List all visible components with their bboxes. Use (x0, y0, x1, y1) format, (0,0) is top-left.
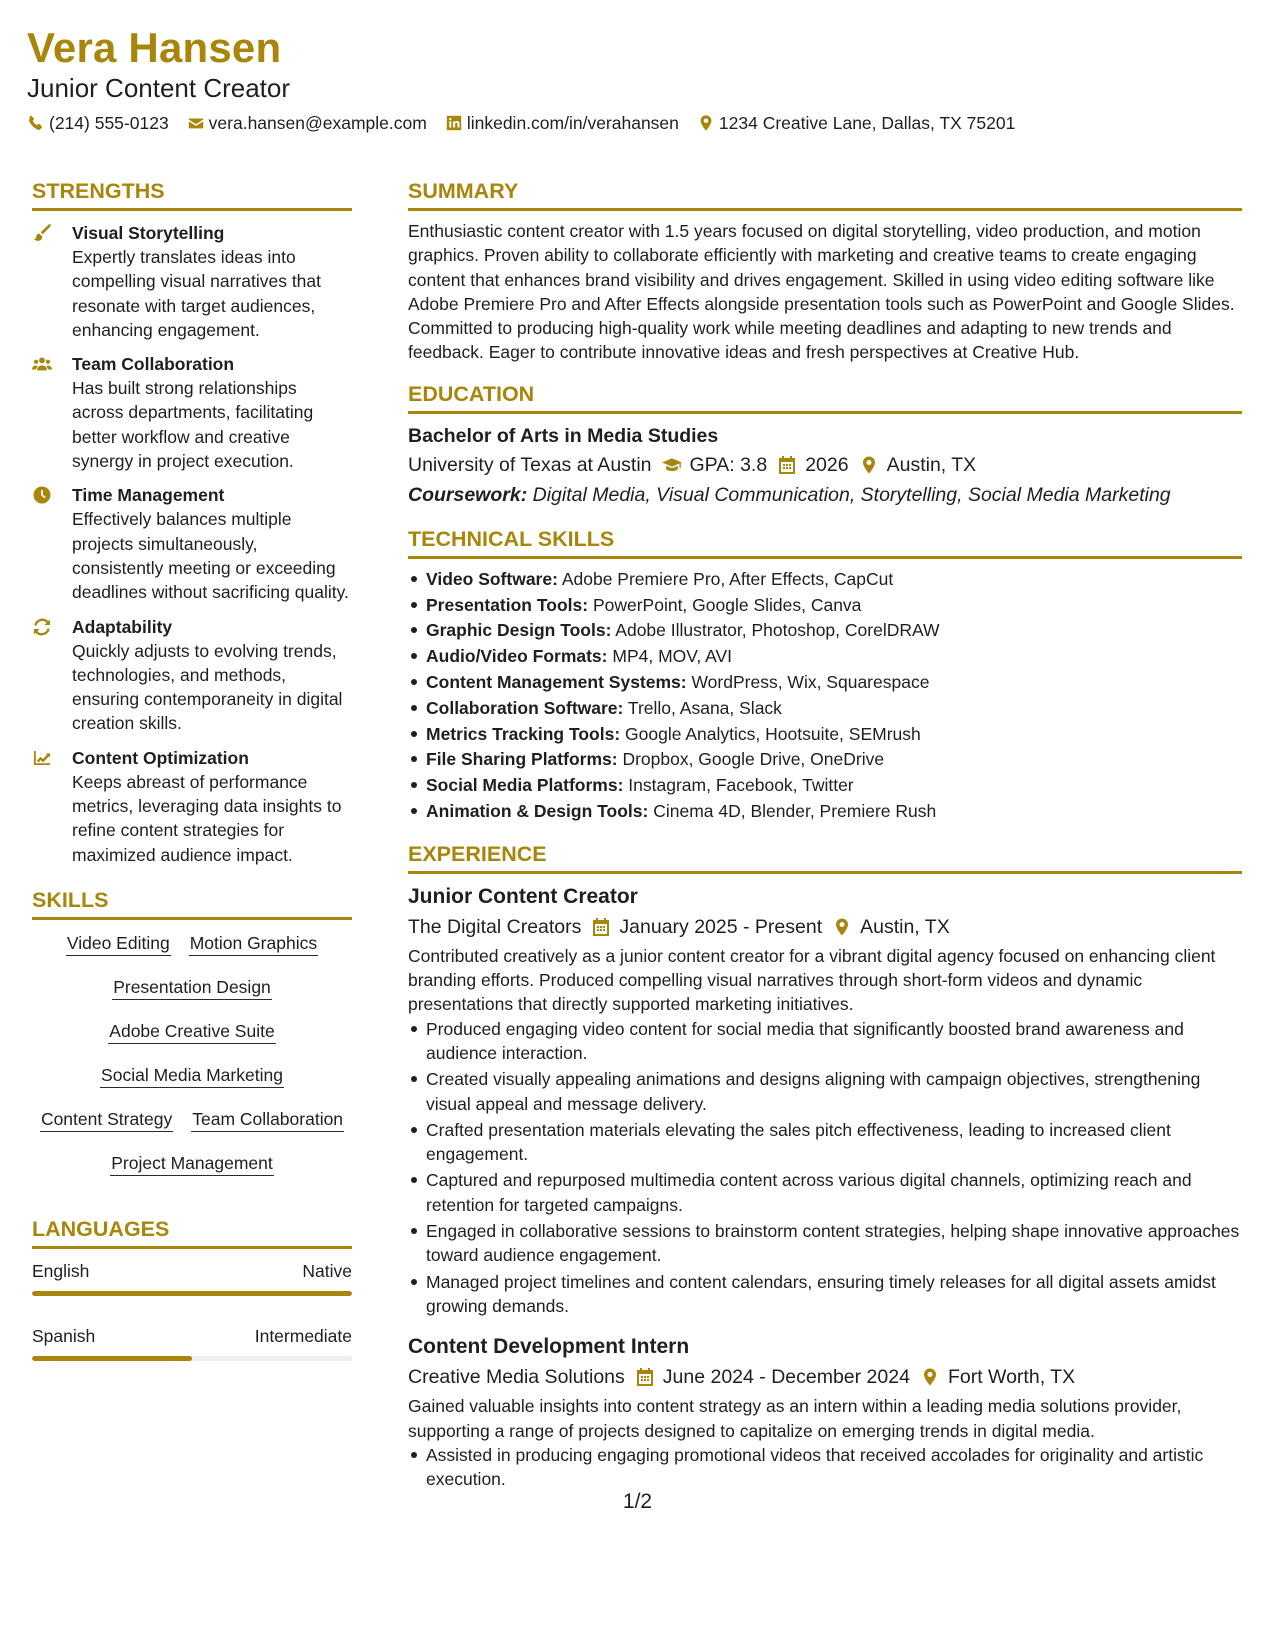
skill-tag: Motion Graphics (189, 932, 318, 956)
phone-icon (27, 114, 45, 132)
language-name: English (32, 1260, 90, 1281)
right-column (408, 176, 1242, 1493)
school-name: University of Texas at Austin (408, 453, 652, 476)
tech-skill-value: PowerPoint, Google Slides, Canva (592, 594, 862, 615)
tech-skill-label: Content Management Systems: (426, 671, 687, 692)
tech-skill-item (426, 593, 1242, 619)
language-item (32, 1324, 352, 1361)
job-bullets (408, 1017, 1242, 1319)
strength-title: Team Collaboration (72, 354, 235, 375)
job-bullet: Managed project timelines and content calendars, ensuring timely releases for all digital assets amidst growing demands. (426, 1270, 1242, 1319)
calendar-icon (591, 917, 611, 937)
company-name: Creative Media Solutions (408, 1366, 625, 1389)
strength-desc: Keeps abreast of performance metrics, leveraging data insights to refine content strategies for maximized audience impact. (72, 771, 342, 865)
chart-line-icon (32, 748, 52, 768)
section-title-technical-skills: TECHNICAL SKILLS (408, 524, 1242, 559)
job-bullet: Crafted presentation materials elevating the sales pitch effectiveness, leading to increased client engagement. (426, 1118, 1242, 1167)
job-entry (408, 882, 1242, 1318)
language-proficiency-fill (32, 1356, 192, 1361)
contact-email[interactable] (187, 110, 427, 136)
section-title-skills: SKILLS (32, 885, 352, 920)
skill-tag: Adobe Creative Suite (108, 1020, 275, 1044)
job-dates: January 2025 - Present (619, 915, 823, 938)
users-icon (32, 354, 52, 374)
phone-text: (214) 555-0123 (49, 113, 169, 133)
contact-info (27, 110, 1245, 136)
candidate-title: Junior Content Creator (27, 73, 291, 103)
skill-tag: Project Management (110, 1152, 273, 1176)
map-pin-icon (859, 455, 879, 475)
page-number: 1/2 (622, 1490, 653, 1513)
gpa-text: GPA: 3.8 (689, 453, 768, 476)
summary-section (408, 176, 1242, 365)
tech-skill-label: Graphic Design Tools: (426, 620, 612, 641)
strength-item (32, 352, 352, 473)
language-proficiency-bar (32, 1356, 352, 1361)
candidate-name: Vera Hansen (27, 24, 282, 71)
strengths-section (32, 176, 352, 867)
job-title: Junior Content Creator (408, 884, 638, 908)
degree-title: Bachelor of Arts in Media Studies (408, 424, 719, 447)
coursework (408, 480, 1242, 510)
contact-address (697, 110, 1015, 136)
job-bullets (408, 1443, 1242, 1492)
section-title-languages: LANGUAGES (32, 1214, 352, 1249)
contact-phone[interactable] (27, 110, 169, 136)
technical-skills-list (408, 567, 1242, 825)
job-location: Austin, TX (860, 915, 950, 938)
tech-skill-value: Google Analytics, Hootsuite, SEMrush (625, 723, 921, 744)
language-proficiency-fill (32, 1291, 352, 1296)
job-bullet: Captured and repurposed multimedia content across various digital channels, optimizing reach and retention for targeted campaigns. (426, 1168, 1242, 1217)
tech-skill-item (426, 670, 1242, 696)
strength-desc: Expertly translates ideas into compelling visual narratives that resonate with target audiences, enhancing engagement. (72, 247, 322, 340)
map-pin-icon (920, 1367, 940, 1387)
job-description: Contributed creatively as a junior content creator for a vibrant digital agency focused on enhancing client branding efforts. Produced compelling visual narratives through short-form videos and dynamic presentations that directly supported marketing initiatives. (408, 945, 1216, 1015)
tech-skill-value: Dropbox, Google Drive, OneDrive (622, 749, 885, 770)
language-proficiency-bar (32, 1291, 352, 1296)
skill-tag: Social Media Marketing (100, 1064, 284, 1088)
envelope-icon (187, 114, 205, 132)
job-bullet: Engaged in collaborative sessions to brainstorm content strategies, helping shape innovative approaches toward audience engagement. (426, 1219, 1242, 1268)
map-pin-icon (832, 917, 852, 937)
strength-desc: Has built strong relationships across departments, facilitating better workflow and creative synergy in project execution. (72, 378, 314, 472)
job-meta (408, 912, 1242, 942)
strength-title: Time Management (72, 485, 225, 506)
strength-item (32, 615, 352, 736)
resume-header (27, 22, 1245, 136)
tech-skill-item (426, 799, 1242, 825)
skill-tag: Video Editing (66, 932, 171, 956)
tech-skill-label: Animation & Design Tools: (426, 800, 649, 821)
tech-skill-label: Collaboration Software: (426, 697, 624, 718)
job-meta (408, 1362, 1242, 1392)
job-entry (408, 1332, 1242, 1491)
strength-title: Visual Storytelling (72, 223, 225, 243)
job-bullet: Assisted in producing engaging promotional videos that received accolades for originality and artistic execution. (426, 1443, 1242, 1492)
coursework-list: Digital Media, Visual Communication, Storytelling, Social Media Marketing (532, 483, 1171, 506)
address-text: 1234 Creative Lane, Dallas, TX 75201 (718, 113, 1016, 133)
strength-desc: Quickly adjusts to evolving trends, technologies, and methods, ensuring contemporaneity in digital creation skills. (72, 640, 343, 734)
language-item (32, 1259, 352, 1296)
education-section (408, 379, 1242, 510)
experience-section (408, 839, 1242, 1492)
email-text: vera.hansen@example.com (208, 113, 427, 133)
languages-section (32, 1214, 352, 1361)
tech-skill-value: Cinema 4D, Blender, Premiere Rush (653, 800, 937, 821)
strength-desc: Effectively balances multiple projects simultaneously, consistently meeting or exceeding deadlines without sacrificing quality. (72, 509, 349, 603)
tech-skill-item (426, 747, 1242, 773)
job-description: Gained valuable insights into content strategy as an intern within a leading media solutions provider, supporting a range of projects designed to capitalize on emerging trends in digital media. (408, 1396, 1182, 1441)
tech-skill-item (426, 696, 1242, 722)
strength-item (32, 483, 352, 604)
summary-text: Enthusiastic content creator with 1.5 years focused on digital storytelling, video production, and motion graphics. Proven ability to collaborate efficiently with marketing and creative teams to create engaging content that enhances brand visibility and drives engagement. Skilled in using video editing software like Adobe Premiere Pro and After Effects alongside presentation tools such as PowerPoint and Google Slides. Committed to producing high-quality work while meeting deadlines and adapting to new trends and feedback. Eager to contribute innovative ideas and fresh perspectives at Creative Hub. (408, 221, 1235, 363)
tech-skill-value: Trello, Asana, Slack (627, 697, 782, 718)
sync-icon (32, 617, 52, 637)
job-bullet: Created visually appealing animations and designs aligning with campaign objectives, strengthening visual appeal and message delivery. (426, 1067, 1242, 1116)
linkedin-icon (445, 114, 463, 132)
skill-tag: Content Strategy (40, 1108, 173, 1132)
tech-skill-item (426, 567, 1242, 593)
map-pin-icon (697, 114, 715, 132)
language-level: Native (302, 1260, 352, 1281)
strength-title: Adaptability (72, 616, 173, 637)
skill-tag: Presentation Design (112, 976, 272, 1000)
graduation-cap-icon (662, 455, 682, 475)
technical-skills-section (408, 524, 1242, 825)
skill-tag: Team Collaboration (191, 1108, 344, 1132)
tech-skill-item (426, 618, 1242, 644)
tech-skill-label: Metrics Tracking Tools: (426, 723, 621, 744)
skills-list (32, 928, 352, 1176)
tech-skill-label: Presentation Tools: (426, 594, 589, 615)
education-location: Austin, TX (886, 453, 977, 476)
coursework-label: Coursework: (408, 483, 528, 506)
linkedin-text: linkedin.com/in/verahansen (466, 113, 679, 133)
section-title-strengths: STRENGTHS (32, 176, 352, 211)
section-title-education: EDUCATION (408, 379, 1242, 414)
strength-item (32, 221, 352, 342)
language-level: Intermediate (254, 1325, 352, 1346)
clock-icon (32, 485, 52, 505)
tech-skill-item (426, 722, 1242, 748)
tech-skill-item (426, 644, 1242, 670)
left-column (32, 176, 352, 1361)
tech-skill-label: Video Software: (426, 568, 558, 589)
tech-skill-label: Social Media Platforms: (426, 775, 624, 796)
strength-title: Content Optimization (72, 747, 249, 768)
language-name: Spanish (32, 1325, 96, 1346)
education-meta (408, 450, 1242, 480)
tech-skill-item (426, 773, 1242, 799)
calendar-icon (777, 455, 797, 475)
company-name: The Digital Creators (408, 915, 582, 938)
section-title-experience: EXPERIENCE (408, 839, 1242, 874)
paintbrush-icon (32, 223, 52, 243)
tech-skill-label: File Sharing Platforms: (426, 749, 618, 770)
job-location: Fort Worth, TX (947, 1366, 1076, 1389)
job-dates: June 2024 - December 2024 (662, 1366, 910, 1389)
section-title-summary: SUMMARY (408, 176, 1242, 211)
tech-skill-value: Adobe Premiere Pro, After Effects, CapCut (561, 568, 894, 589)
job-title: Content Development Intern (408, 1335, 690, 1359)
graduation-year: 2026 (805, 453, 849, 476)
tech-skill-value: Instagram, Facebook, Twitter (628, 775, 854, 796)
calendar-icon (635, 1367, 655, 1387)
tech-skill-value: MP4, MOV, AVI (612, 646, 733, 667)
tech-skill-label: Audio/Video Formats: (426, 646, 608, 667)
contact-linkedin[interactable] (445, 110, 679, 136)
skills-section (32, 885, 352, 1176)
job-bullet: Produced engaging video content for social media that significantly boosted brand awareness and audience interaction. (426, 1017, 1242, 1066)
tech-skill-value: Adobe Illustrator, Photoshop, CorelDRAW (615, 620, 940, 641)
tech-skill-value: WordPress, Wix, Squarespace (691, 671, 930, 692)
strength-item (32, 746, 352, 867)
